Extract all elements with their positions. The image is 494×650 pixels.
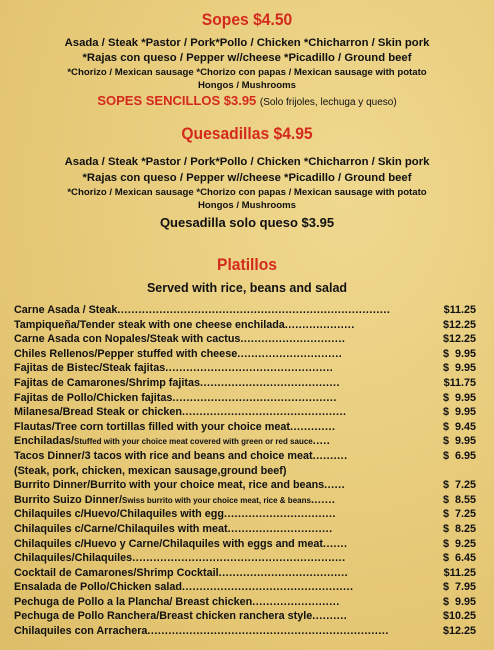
- menu-item-price: $11.25: [443, 304, 476, 316]
- menu-item-description: [14, 537, 348, 552]
- menu-item-dot-leader: .....: [312, 435, 331, 448]
- menu-item-row: [14, 376, 484, 391]
- menu-item-description: [14, 318, 355, 333]
- menu-item-name: Chilaquiles c/Carne/Chilaquiles with meat: [14, 522, 228, 535]
- sopes-fillings-line-1: Asada / Steak *Pastor / Pork*Pollo / Chicken *Chicharron / Skin pork: [64, 37, 430, 49]
- quesadillas-fillings-line-4: Hongos / Mushrooms: [197, 200, 297, 211]
- menu-item-row: [14, 580, 484, 595]
- quesadillas-title: Quesadillas $4.95: [181, 124, 313, 143]
- menu-item-price: $ 8.55: [442, 493, 476, 506]
- menu-item-row: [14, 624, 484, 639]
- platillos-subtitle: Served with rice, beans and salad: [146, 281, 348, 295]
- menu-item-price: $10.25: [442, 610, 476, 623]
- menu-item-name: Ensalada de Pollo/Chicken salad: [14, 581, 183, 594]
- menu-item-price: $ 7.95: [442, 581, 476, 594]
- menu-item-dot-leader: ..............................: [240, 333, 346, 346]
- menu-item-name: Cocktail de Camarones/Shrimp Cocktail: [14, 566, 219, 579]
- menu-item-name: Burrito Suizo Dinner/: [14, 493, 122, 506]
- menu-item-row: [14, 361, 484, 376]
- menu-item-name: Flautas/Tree corn tortillas filled with your choice meat: [14, 420, 290, 433]
- menu-item-name: Burrito Dinner/Burrito with your choice meat, rice and beans: [14, 479, 325, 492]
- menu-item-dot-leader: .......: [323, 537, 348, 550]
- menu-item-dot-leader: .................................................: [182, 581, 354, 594]
- menu-item-name: Fajitas de Camarones/Shrimp fajitas: [14, 376, 201, 389]
- quesadillas-fillings-line-1: Asada / Steak *Pastor / Pork*Pollo / Chicken *Chicharron / Skin pork: [64, 156, 430, 168]
- menu-item-description: [14, 376, 340, 391]
- menu-item-price: $ 9.45: [442, 420, 476, 433]
- sopes-fillings-line-2: *Rajas con queso / Pepper w//cheese *Picadillo / Ground beef: [82, 52, 412, 64]
- menu-item-row: [14, 566, 484, 581]
- menu-item-name: Carne Asada con Nopales/Steak with cactus: [14, 333, 241, 346]
- menu-item-description: [14, 493, 335, 509]
- menu-item-dot-leader: .............: [290, 420, 336, 433]
- sopes-fillings-line-4: Hongos / Mushrooms: [197, 80, 297, 91]
- menu-item-name: Enchiladas/: [14, 435, 75, 448]
- menu-item-name: Fajitas de Bistec/Steak fajitas: [14, 362, 166, 375]
- menu-item-description: [14, 478, 345, 493]
- menu-item-row: [14, 347, 484, 362]
- menu-item-row: [14, 537, 484, 552]
- menu-item-dot-leader: ..........: [312, 449, 348, 462]
- menu-item-description: [14, 434, 330, 450]
- menu-item-row: [14, 464, 484, 479]
- sopes-sencillos-label: SOPES SENCILLOS $3.95: [97, 93, 257, 108]
- menu-item-dot-leader: .............................................................: [132, 552, 346, 565]
- menu-item-description: [14, 507, 336, 522]
- menu-item-description: [14, 420, 336, 435]
- menu-item-price: $ 9.95: [442, 406, 476, 419]
- menu-item-description: [14, 464, 286, 479]
- menu-item-row: [14, 405, 484, 420]
- sopes-fillings-line-3: *Chorizo / Mexican sausage *Chorizo con papas / Mexican sausage with potato: [67, 67, 427, 78]
- menu-item-row: [14, 332, 484, 347]
- menu-item-dot-leader: .........................: [252, 595, 340, 608]
- menu-item-description: [14, 449, 348, 464]
- quesadillas-fillings-line-3: *Chorizo / Mexican sausage *Chorizo con papas / Mexican sausage with potato: [67, 187, 427, 198]
- menu-item-row: [14, 609, 484, 624]
- menu-item-name: (Steak, pork, chicken, mexican sausage,ground beef): [14, 464, 287, 477]
- menu-item-description: [14, 405, 347, 420]
- menu-item-name: Milanesa/Bread Steak or chicken: [14, 406, 183, 419]
- menu-item-price: $ 9.95: [442, 347, 476, 360]
- menu-item-description: [14, 580, 354, 595]
- menu-item-price: $12.25: [442, 333, 476, 346]
- menu-item-name: Chilaquiles c/Huevo/Chilaquiles with egg: [14, 508, 224, 521]
- menu-item-price: $ 9.25: [442, 537, 476, 550]
- menu-item-dot-leader: ......: [324, 479, 346, 492]
- menu-item-price: $ 7.25: [442, 508, 476, 521]
- menu-item-price: $11.75: [443, 376, 476, 389]
- menu-item-name: Tampiqueña/Tender steak with one cheese enchilada: [14, 318, 285, 331]
- menu-item-price: $ 9.95: [442, 362, 476, 375]
- menu-item-dot-leader: .......: [310, 493, 336, 506]
- platillos-title: Platillos: [217, 255, 277, 274]
- menu-item-name: Chiles Rellenos/Pepper stuffed with cheese: [14, 347, 238, 360]
- menu-item-description: [14, 624, 389, 639]
- platillos-item-list: [14, 303, 484, 639]
- menu-item-dot-leader: ........................................: [200, 376, 341, 389]
- menu-item-row: [14, 449, 484, 464]
- menu-item-price: $ 9.95: [442, 595, 476, 608]
- menu-item-row: [14, 391, 484, 406]
- quesadillas-fillings-line-2: *Rajas con queso / Pepper w//cheese *Picadillo / Ground beef: [82, 172, 412, 184]
- menu-item-price: $11.25: [443, 566, 476, 579]
- menu-item-description: [14, 522, 333, 537]
- menu-item-price: $12.25: [442, 318, 476, 331]
- menu-item-price: $ 6.45: [442, 552, 476, 565]
- menu-item-row: [14, 420, 484, 435]
- sopes-sencillos: [0, 93, 494, 108]
- menu-item-name: Chilaquiles/Chilaquiles: [14, 552, 133, 565]
- menu-item-row: [14, 434, 484, 449]
- menu-item-dot-leader: ..............................................................................: [117, 304, 391, 316]
- menu-item-price: $ 9.95: [442, 435, 476, 448]
- menu-item-dot-leader: ................................................: [165, 362, 334, 375]
- menu-item-dot-leader: ..........: [312, 610, 348, 623]
- menu-item-price: $12.25: [442, 625, 476, 638]
- menu-item-name: Chilaquiles con Arrachera: [14, 625, 148, 638]
- menu-item-dot-leader: ..............................: [237, 347, 343, 360]
- menu-item-dot-leader: .....................................: [218, 566, 349, 579]
- menu-item-name: Pechuga de Pollo Ranchera/Breast chicken ranchera style: [14, 610, 313, 623]
- menu-item-description: [14, 595, 340, 610]
- menu-item-row: [14, 522, 484, 537]
- menu-item-row: [14, 493, 484, 508]
- quesadilla-solo-queso: Quesadilla solo queso $3.95: [159, 215, 335, 230]
- menu-item-description: [14, 551, 346, 566]
- menu-item-dot-leader: ...............................................: [182, 406, 347, 419]
- menu-item-detail: Swiss burrito with your choice meat, rice & beans: [121, 495, 311, 505]
- menu-item-description: [14, 361, 333, 376]
- menu-item-description: [14, 347, 342, 362]
- sopes-sencillos-note: (Solo frijoles, lechuga y queso): [259, 97, 397, 108]
- menu-item-name: Fajitas de Pollo/Chicken fajitas: [14, 391, 173, 404]
- menu-item-name: Carne Asada / Steak: [14, 304, 118, 316]
- menu-item-dot-leader: ................................: [223, 508, 336, 521]
- menu-item-price: $ 9.95: [442, 391, 476, 404]
- menu-item-dot-leader: ....................: [284, 318, 355, 331]
- menu-item-dot-leader: ...............................................: [172, 391, 337, 404]
- menu-item-description: [14, 332, 345, 347]
- sopes-title: Sopes $4.50: [201, 10, 293, 29]
- menu-item-description: [14, 566, 348, 581]
- menu-item-dot-leader: .....................................................................: [147, 625, 389, 638]
- menu-item-description: [14, 303, 390, 318]
- menu-item-price: $ 8.25: [442, 522, 476, 535]
- menu-item-price: $ 7.25: [442, 479, 476, 492]
- menu-item-name: Pechuga de Pollo a la Plancha/ Breast chicken: [14, 595, 253, 608]
- menu-item-price: $ 6.95: [442, 449, 476, 462]
- menu-item-row: [14, 551, 484, 566]
- menu-item-row: [14, 595, 484, 610]
- menu-item-detail: Stuffed with your choice meat covered with green or red sauce: [74, 437, 313, 447]
- menu-item-dot-leader: ..............................: [227, 522, 333, 535]
- menu-item-row: [14, 478, 484, 493]
- menu-item-description: [14, 391, 337, 406]
- menu-item-row: [14, 303, 484, 318]
- menu-item-description: [14, 609, 347, 624]
- menu-item-row: [14, 507, 484, 522]
- menu-item-name: Tacos Dinner/3 tacos with rice and beans and choice meat: [14, 449, 313, 462]
- menu-item-name: Chilaquiles c/Huevo y Carne/Chilaquiles with eggs and meat: [14, 537, 323, 550]
- menu-item-row: [14, 318, 484, 333]
